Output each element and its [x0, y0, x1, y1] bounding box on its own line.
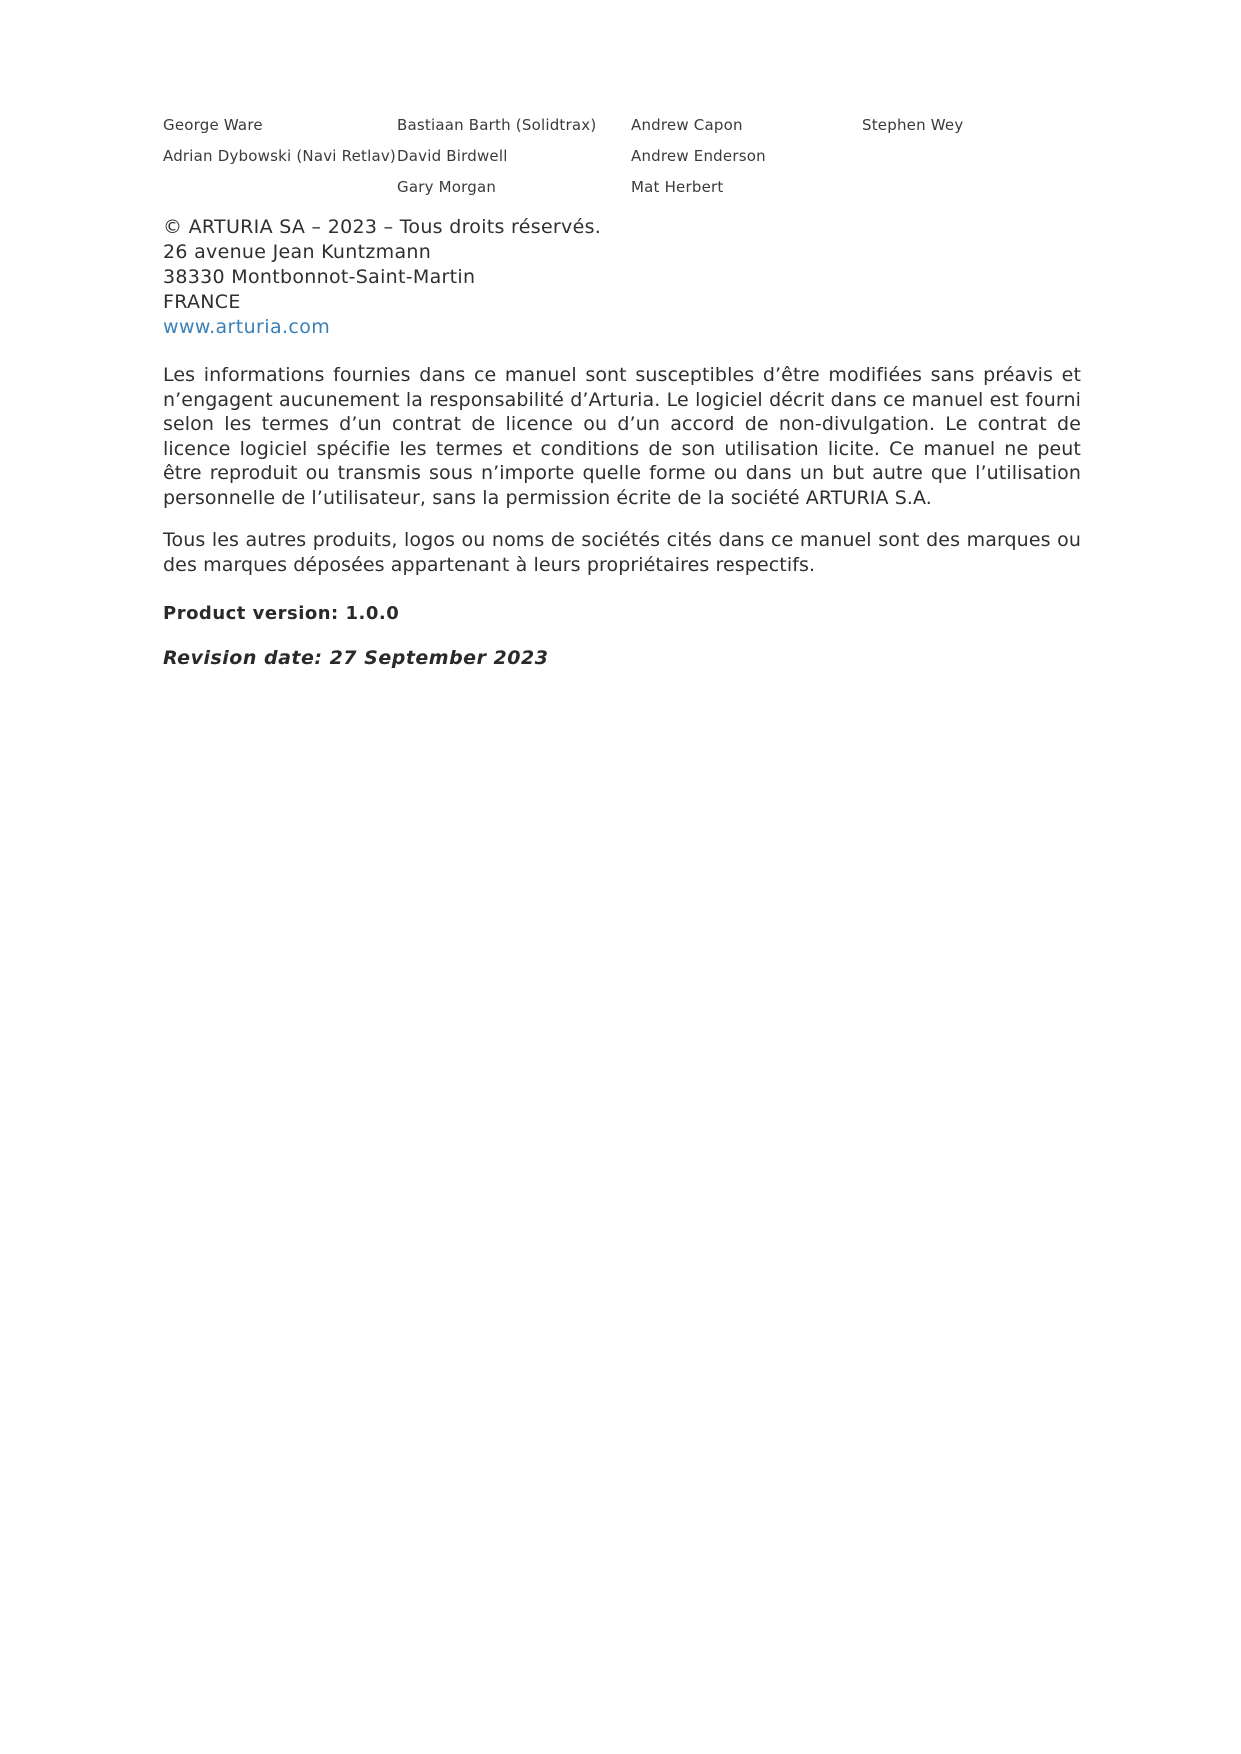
page-content — [163, 113, 1081, 670]
credit-name: Stephen Wey — [862, 116, 964, 134]
address-country: FRANCE — [163, 291, 241, 313]
trademark-paragraph: Tous les autres produits, logos ou noms de sociétés cités dans ce manuel sont des marques ou des marques déposées appartenant à leurs propriétaires respectifs. — [163, 529, 1081, 576]
credit-name: David Birdwell — [397, 147, 508, 165]
credits-list — [163, 113, 1081, 206]
company-address — [163, 215, 1081, 339]
credit-name: Andrew Enderson — [631, 147, 766, 165]
credit-name: Bastiaan Barth (Solidtrax) — [397, 116, 597, 134]
credit-name: Andrew Capon — [631, 116, 743, 134]
revision-date: Revision date: 27 September 2023 — [163, 647, 549, 669]
address-city: 38330 Montbonnot-Saint-Martin — [163, 266, 476, 288]
address-street: 26 avenue Jean Kuntzmann — [163, 241, 432, 263]
credits-column-3 — [631, 113, 862, 206]
credits-column-4 — [862, 113, 1081, 206]
credit-name: George Ware — [163, 116, 263, 134]
copyright-line: © ARTURIA SA – 2023 – Tous droits réservés. — [163, 216, 602, 238]
credit-name: Mat Herbert — [631, 178, 724, 196]
credits-column-2 — [397, 113, 631, 206]
website-link[interactable]: www.arturia.com — [163, 316, 331, 338]
credit-name: Adrian Dybowski (Navi Retlav) — [163, 147, 396, 165]
product-version: Product version: 1.0.0 — [163, 603, 400, 624]
credits-column-1 — [163, 113, 397, 206]
credit-name: Gary Morgan — [397, 178, 497, 196]
legal-disclaimer-paragraph: Les informations fournies dans ce manuel sont susceptibles d’être modifiées sans préavis et n’engagent aucunement la responsabilité d’Arturia. Le logiciel décrit dans ce manuel est fourni selon les termes d’un contrat de licence ou d’un accord de non-divulgation. Le contrat de licence logiciel spécifie les termes et conditions de son utilisation licite. Ce manuel ne peut être reproduit ou transmis sous n’importe quelle forme ou dans un but autre que l’utilisation personnelle de l’utilisateur, sans la permission écrite de la société ARTURIA S.A. — [163, 364, 1081, 509]
